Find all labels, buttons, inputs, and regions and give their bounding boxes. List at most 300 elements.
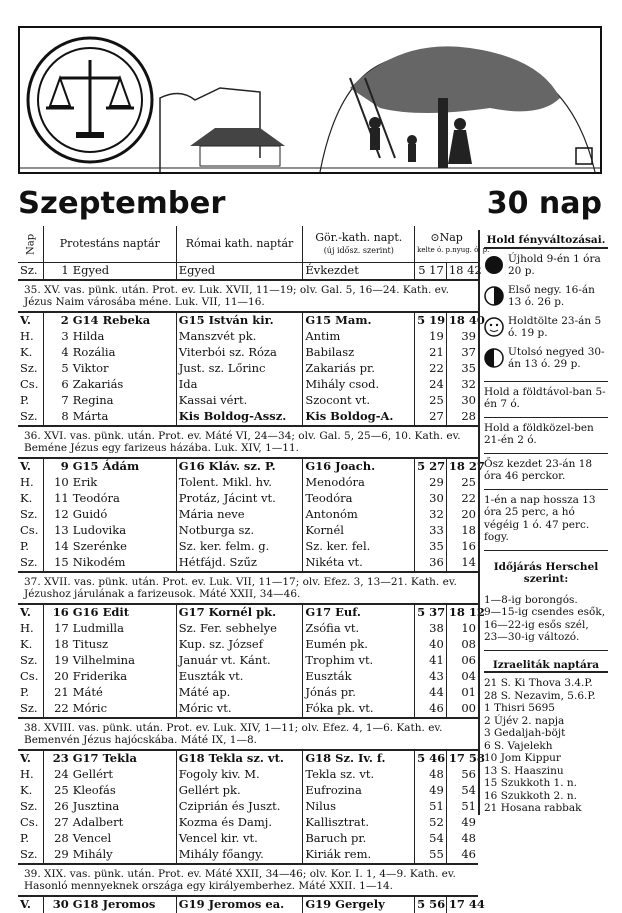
greek-name-cell: G17 Euf. [303,604,415,621]
perigee-note: Hold a földközel-ben 21-én 2 ó. [484,418,608,454]
sunset-cell: 18 27 [446,458,478,475]
weekday-cell: Sz. [20,799,38,813]
day-row [18,361,478,377]
sermon-note-text: 37. XVII. vas. pünk. után. Prot. ev. Luk. VII, 11—17; olv. Efez. 3, 13—21. Kath. ev. Jézushoz járulának a farizeusok. Máté XXII, 34—46. [18,572,478,604]
sunset-cell: 35 [446,361,478,377]
day-number-cell: 10 [43,475,70,491]
roman-name-cell: Mária neve [176,507,303,523]
greek-name-cell: Menodóra [303,475,415,491]
daylength-note: 1-én a nap hossza 13 óra 25 perc, a hó végéig 1 ó. 47 perc. fogy. [484,490,608,551]
header-rise: kelte ó. p. [417,245,453,254]
sunrise-cell: 54 [415,831,447,847]
weekday-cell: Sz. [20,507,38,521]
day-row [18,831,478,847]
day-row [18,653,478,669]
protestant-name-cell: Móric [72,701,108,715]
weekday-cell: P. [20,831,30,845]
day-number-cell: 20 [43,669,70,685]
weekday-cell: K. [20,491,33,505]
weekday-cell: Sz. [20,263,38,277]
apogee-note: Hold a földtávol-ban 5-én 7 ó. [484,381,608,418]
new-moon-icon [484,255,504,275]
sermon-note-text: 36. XVI. vas. pünk. után. Prot. ev. Máté VI, 24—34; olv. Gal. 5, 25—6, 10. Kath. ev. Beméne Jézus egy farizeus házába. Luk. XIV, 1—11. [18,426,478,458]
day-row [18,815,478,831]
greek-name-cell: Jónás pr. [303,685,415,701]
day-row [18,604,478,621]
weekday-cell: V. [20,751,31,765]
day-row [18,896,478,913]
sunset-cell: 14 [446,555,478,572]
jewish-calendar-item: 13 S. Haaszinu [484,764,564,777]
day-number-cell: 6 [43,377,70,393]
day-number-cell: 11 [43,491,70,507]
day-number-cell: 26 [43,799,70,815]
header-protestant: Protestáns naptár [43,226,176,262]
weekday-cell: H. [20,475,34,489]
roman-name-cell: Hétfájd. Szűz [176,555,303,572]
sunset-cell: 08 [446,637,478,653]
sunset-cell: 04 [446,669,478,685]
roman-name-cell: Fogoly kiv. M. [176,767,303,783]
sermon-note [18,572,478,604]
sunrise-cell: 41 [415,653,447,669]
sunset-cell: 54 [446,783,478,799]
day-row [18,669,478,685]
sunset-cell: 00 [446,701,478,718]
greek-name-cell: G15 Mam. [303,312,415,329]
day-row [18,799,478,815]
roman-name-cell: Viterbói sz. Róza [176,345,303,361]
moon-phase-text: Holdtölte 23-án 5 ó. 19 p. [508,314,602,339]
sunrise-cell: 27 [415,409,447,426]
weekday-cell: Cs. [20,523,39,537]
day-row [18,393,478,409]
greek-name-cell: G16 Joach. [303,458,415,475]
protestant-name-cell: Zakariás [72,377,124,391]
roman-name-cell: Cziprián és Juszt. [176,799,303,815]
protestant-name-cell: Rozália [72,345,116,359]
sunset-cell: 49 [446,815,478,831]
header-nap: Nap [18,226,43,262]
day-row [18,312,478,329]
roman-name-cell: Ida [176,377,303,393]
greek-name-cell: Antim [303,329,415,345]
day-number-cell: 7 [43,393,70,409]
weather-item: 9—15-ig csendes esők, [484,606,606,618]
first-quarter-icon [484,286,504,306]
day-number-cell: 4 [43,345,70,361]
greek-name-cell: Zsófia vt. [303,621,415,637]
protestant-name-cell: G15 Ádám [72,459,140,473]
roman-name-cell: Protáz, Jácint vt. [176,491,303,507]
sunrise-cell: 55 [415,847,447,864]
sunrise-cell: 35 [415,539,447,555]
day-number-cell: 9 [43,458,70,475]
roman-name-cell: G17 Kornél pk. [176,604,303,621]
month-title: Szeptember [18,186,226,221]
roman-name-cell: G15 István kir. [176,312,303,329]
sermon-note [18,864,478,896]
day-row [18,750,478,767]
day-row [18,523,478,539]
day-number-cell: 30 [43,896,70,913]
weather-item: 1—8-ig borongós. [484,593,578,606]
sunrise-cell: 32 [415,507,447,523]
roman-name-cell: Manszvét pk. [176,329,303,345]
greek-name-cell: Sz. ker. fel. [303,539,415,555]
roman-name-cell: Kozma és Damj. [176,815,303,831]
day-number-cell: 13 [43,523,70,539]
greek-name-cell: Trophim vt. [303,653,415,669]
day-number-cell: 25 [43,783,70,799]
jewish-calendar-item: 1 Thisri 5695 [484,702,555,714]
weekday-cell: V. [20,313,31,327]
greek-name-cell: Kis Boldog-A. [303,409,415,426]
sunrise-cell: 33 [415,523,447,539]
sunrise-cell: 52 [415,815,447,831]
sunrise-cell: 40 [415,637,447,653]
day-number-cell: 24 [43,767,70,783]
weather-item: 16—22-ig esős szél, [484,618,589,631]
weekday-cell: K. [20,783,33,797]
weather-item: 23—30-ig változó. [484,631,580,643]
sunset-cell: 46 [446,847,478,864]
sunrise-cell: 5 27 [415,458,447,475]
moon-phase-item [484,253,608,278]
day-row [18,345,478,361]
sunrise-cell: 5 37 [415,604,447,621]
sunrise-cell: 44 [415,685,447,701]
jewish-calendar-item: 6 S. Vajelekh [484,739,553,752]
day-number-cell: 28 [43,831,70,847]
day-number-cell: 14 [43,539,70,555]
greek-name-cell: Antonóm [303,507,415,523]
sunrise-cell: 24 [415,377,447,393]
day-number-cell: 3 [43,329,70,345]
weekday-cell: H. [20,621,34,635]
jewish-calendar-item: 21 Hosana rabbak [484,802,582,814]
protestant-name-cell: Hilda [72,329,105,343]
roman-name-cell: G16 Kláv. sz. P. [176,458,303,475]
sermon-note-text: 39. XIX. vas. pünk. után. Prot. ev. Máté XXII, 34—46; olv. Kor. I. 1, 4—9. Kath. ev. Hasonló mennyeknek országa egy királyemberhez. Máté XXII. 1—14. [18,864,478,896]
weekday-cell: Sz. [20,409,38,423]
sunset-cell: 10 [446,621,478,637]
header-sun-title: ⊙Nap [430,230,463,244]
last-quarter-icon [484,348,504,368]
protestant-name-cell: Teodóra [72,491,120,505]
header-greek-title: Gör.-kath. napt. [315,230,403,244]
sunrise-cell: 36 [415,555,447,572]
sunrise-cell: 30 [415,491,447,507]
protestant-name-cell: Vencel [72,831,112,845]
weekday-cell: V. [20,897,31,911]
roman-name-cell: Január vt. Kánt. [176,653,303,669]
day-number-cell: 5 [43,361,70,377]
protestant-name-cell: Titusz [72,637,109,651]
day-row [18,621,478,637]
protestant-name-cell: Márta [72,409,109,423]
moon-phase-text: Újhold 9-én 1 óra 20 p. [508,252,601,277]
sunset-cell: 32 [446,377,478,393]
day-row [18,458,478,475]
protestant-name-cell: Gellért [72,767,114,781]
header-greek [303,226,415,262]
roman-name-cell: Gellért pk. [176,783,303,799]
sunset-cell: 17 44 [446,896,478,913]
sunset-cell: 48 [446,831,478,847]
sunrise-cell: 19 [415,329,447,345]
weekday-cell: H. [20,329,34,343]
roman-name-cell: Máté ap. [176,685,303,701]
day-row [18,475,478,491]
day-number-cell: 1 [43,262,70,280]
table-header [18,226,478,262]
weekday-cell: P. [20,393,30,407]
jewish-calendar-item: 28 S. Nezavim, 5.6.P. [484,689,596,702]
protestant-name-cell: Ludmilla [72,621,124,635]
greek-name-cell: G18 Sz. Iv. f. [303,750,415,767]
weather-title: Időjárás Herschel szerint: [493,560,599,585]
days-count: 30 nap [486,186,602,221]
roman-name-cell: Sz. Fer. sebhelye [176,621,303,637]
greek-name-cell: Fóka pk. vt. [303,701,415,718]
sermon-note-text: 38. XVIII. vas. pünk. után. Prot. ev. Luk. XIV, 1—11; olv. Efez. 4, 1—6. Kath. ev. Bemenvén Jézus hajócskába. Máté IX, 1—8. [18,718,478,750]
sunset-cell: 39 [446,329,478,345]
greek-name-cell: Kornél [303,523,415,539]
day-row [18,637,478,653]
sunrise-cell: 5 46 [415,750,447,767]
protestant-name-cell: G16 Edit [72,605,130,619]
protestant-name-cell: Nikodém [72,555,126,569]
weekday-cell: Sz. [20,361,38,375]
day-number-cell: 12 [43,507,70,523]
greek-name-cell: Nilus [303,799,415,815]
moon-phases-title: Hold fényváltozásai. [484,234,608,249]
protestant-name-cell: Máté [72,685,103,699]
greek-name-cell: Évkezdet [303,262,415,280]
protestant-name-cell: Guidó [72,507,108,521]
weekday-cell: K. [20,637,33,651]
day-row [18,539,478,555]
sunrise-cell: 25 [415,393,447,409]
protestant-name-cell: Viktor [72,361,109,375]
roman-name-cell: Kup. sz. József [176,637,303,653]
sunrise-cell: 46 [415,701,447,718]
sunset-cell: 30 [446,393,478,409]
weekday-cell: Sz. [20,847,38,861]
greek-name-cell: Baruch pr. [303,831,415,847]
weekday-cell: Sz. [20,653,38,667]
header-roman: Római kath. naptár [176,226,303,262]
sunrise-cell: 51 [415,799,447,815]
greek-name-cell: Teodóra [303,491,415,507]
moon-phase-item [484,315,608,340]
header-sun [415,226,490,262]
day-number-cell: 16 [43,604,70,621]
protestant-name-cell: Egyed [72,263,110,277]
roman-name-cell: Móric vt. [176,701,303,718]
sunset-cell: 18 42 [446,262,478,280]
roman-name-cell: Kassai vért. [176,393,303,409]
protestant-name-cell: Adalbert [72,815,124,829]
sunset-cell: 06 [446,653,478,669]
day-row [18,555,478,572]
jewish-calendar-item: 21 S. Ki Thova 3.4.P. [484,677,593,689]
sunset-cell: 18 12 [446,604,478,621]
roman-name-cell: Tolent. Mikl. hv. [176,475,303,491]
day-number-cell: 22 [43,701,70,718]
sunrise-cell: 5 56 [415,896,447,913]
day-row [18,491,478,507]
weekday-cell: Sz. [20,555,38,569]
sunrise-cell: 43 [415,669,447,685]
greek-name-cell: Euszták [303,669,415,685]
greek-name-cell: Zakariás pr. [303,361,415,377]
sunset-cell: 56 [446,767,478,783]
protestant-name-cell: Friderika [72,669,128,683]
protestant-name-cell: Kleofás [72,783,116,797]
roman-name-cell: Notburga sz. [176,523,303,539]
calendar-table [18,226,490,913]
protestant-name-cell: Szerénke [72,539,127,553]
sunrise-cell: 49 [415,783,447,799]
day-row [18,262,478,280]
sunset-cell: 37 [446,345,478,361]
protestant-name-cell: G14 Rebeka [72,313,151,327]
weekday-cell: H. [20,767,34,781]
sunrise-cell: 38 [415,621,447,637]
greek-name-cell: Kiriák rem. [303,847,415,864]
sidebar [478,230,608,815]
greek-name-cell: Eumén pk. [303,637,415,653]
day-row [18,685,478,701]
day-row [18,783,478,799]
day-number-cell: 8 [43,409,70,426]
sunset-cell: 28 [446,409,478,426]
sermon-note [18,718,478,750]
protestant-name-cell: Vilhelmina [72,653,135,667]
sunset-cell: 17 58 [446,750,478,767]
jewish-calendar-item: 16 Szukkoth 2. n. [484,789,578,802]
roman-name-cell: Euszták vt. [176,669,303,685]
header-set: nyug. ó. p. [452,245,490,254]
day-number-cell: 19 [43,653,70,669]
sunrise-cell: 5 19 [415,312,447,329]
jewish-calendar-title: Izraeliták naptára [484,659,608,674]
weekday-cell: K. [20,345,33,359]
greek-name-cell: Kallisztrat. [303,815,415,831]
day-number-cell: 17 [43,621,70,637]
greek-name-cell: Babilasz [303,345,415,361]
protestant-name-cell: G17 Tekla [72,751,137,765]
sunset-cell: 51 [446,799,478,815]
day-row [18,767,478,783]
roman-name-cell: G19 Jeromos ea. [176,896,303,913]
day-number-cell: 21 [43,685,70,701]
roman-name-cell: G18 Tekla sz. vt. [176,750,303,767]
moon-phase-item [484,284,608,309]
weekday-cell: Cs. [20,815,39,829]
day-number-cell: 29 [43,847,70,864]
roman-name-cell: Sz. ker. felm. g. [176,539,303,555]
day-row [18,507,478,523]
day-row [18,409,478,426]
jewish-calendar-item: 2 Újév 2. napja [484,714,565,727]
full-moon-icon [484,317,504,337]
greek-name-cell: Tekla sz. vt. [303,767,415,783]
sunset-cell: 16 [446,539,478,555]
greek-name-cell: Mihály csod. [303,377,415,393]
sunrise-cell: 29 [415,475,447,491]
sermon-note-text: 35. XV. vas. pünk. után. Prot. ev. Luk. XVII, 11—19; olv. Gal. 5, 16—24. Kath. ev. Jézus Naim városába méne. Luk. VII, 11—16. [18,280,478,312]
roman-name-cell: Kis Boldog-Assz. [176,409,303,426]
day-number-cell: 2 [43,312,70,329]
illustration-banner [18,26,602,174]
greek-name-cell: Nikéta vt. [303,555,415,572]
weekday-cell: Cs. [20,669,39,683]
day-row [18,847,478,864]
weekday-cell: P. [20,539,30,553]
weekday-cell: Sz. [20,701,38,715]
sunrise-cell: 21 [415,345,447,361]
jewish-calendar-item: 15 Szukkoth 1. n. [484,777,578,789]
sunset-cell: 01 [446,685,478,701]
weekday-cell: P. [20,685,30,699]
weekday-cell: V. [20,459,31,473]
day-number-cell: 18 [43,637,70,653]
protestant-name-cell: Jusztina [72,799,120,813]
sunset-cell: 20 [446,507,478,523]
protestant-name-cell: Regina [72,393,114,407]
greek-name-cell: Szocont vt. [303,393,415,409]
roman-name-cell: Just. sz. Lőrinc [176,361,303,377]
day-row [18,701,478,718]
roman-name-cell: Egyed [176,262,303,280]
protestant-name-cell: Mihály [72,847,113,861]
protestant-name-cell: Ludovika [72,523,127,537]
roman-name-cell: Mihály főangy. [176,847,303,864]
day-number-cell: 15 [43,555,70,572]
header-greek-sub: (új idősz. szerint) [323,245,394,255]
day-row [18,377,478,393]
greek-name-cell: Eufrozina [303,783,415,799]
day-row [18,329,478,345]
sunset-cell: 18 [446,523,478,539]
day-number-cell: 23 [43,750,70,767]
moon-phase-text: Utolsó negyed 30-án 13 ó. 29 p. [508,345,605,370]
protestant-name-cell: G18 Jeromos [72,897,156,911]
weekday-cell: V. [20,605,31,619]
roman-name-cell: Vencel kir. vt. [176,831,303,847]
month-header [18,186,608,222]
jewish-calendar-item: 10 Jom Kippur [484,752,561,764]
weekday-cell: Cs. [20,377,39,391]
sunrise-cell: 22 [415,361,447,377]
jewish-calendar-item: 3 Gedaljah-böjt [484,727,566,739]
sunset-cell: 18 40 [446,312,478,329]
protestant-name-cell: Erik [72,475,98,489]
sermon-note [18,426,478,458]
autumn-note: Ősz kezdet 23-án 18 óra 46 perckor. [484,454,608,490]
sunrise-cell: 48 [415,767,447,783]
moon-phase-text: Első negy. 16-án 13 ó. 26 p. [508,283,595,308]
sermon-note [18,280,478,312]
moon-phase-item [484,346,608,371]
greek-name-cell: G19 Gergely [303,896,415,913]
day-number-cell: 27 [43,815,70,831]
sunset-cell: 22 [446,491,478,507]
sunset-cell: 25 [446,475,478,491]
